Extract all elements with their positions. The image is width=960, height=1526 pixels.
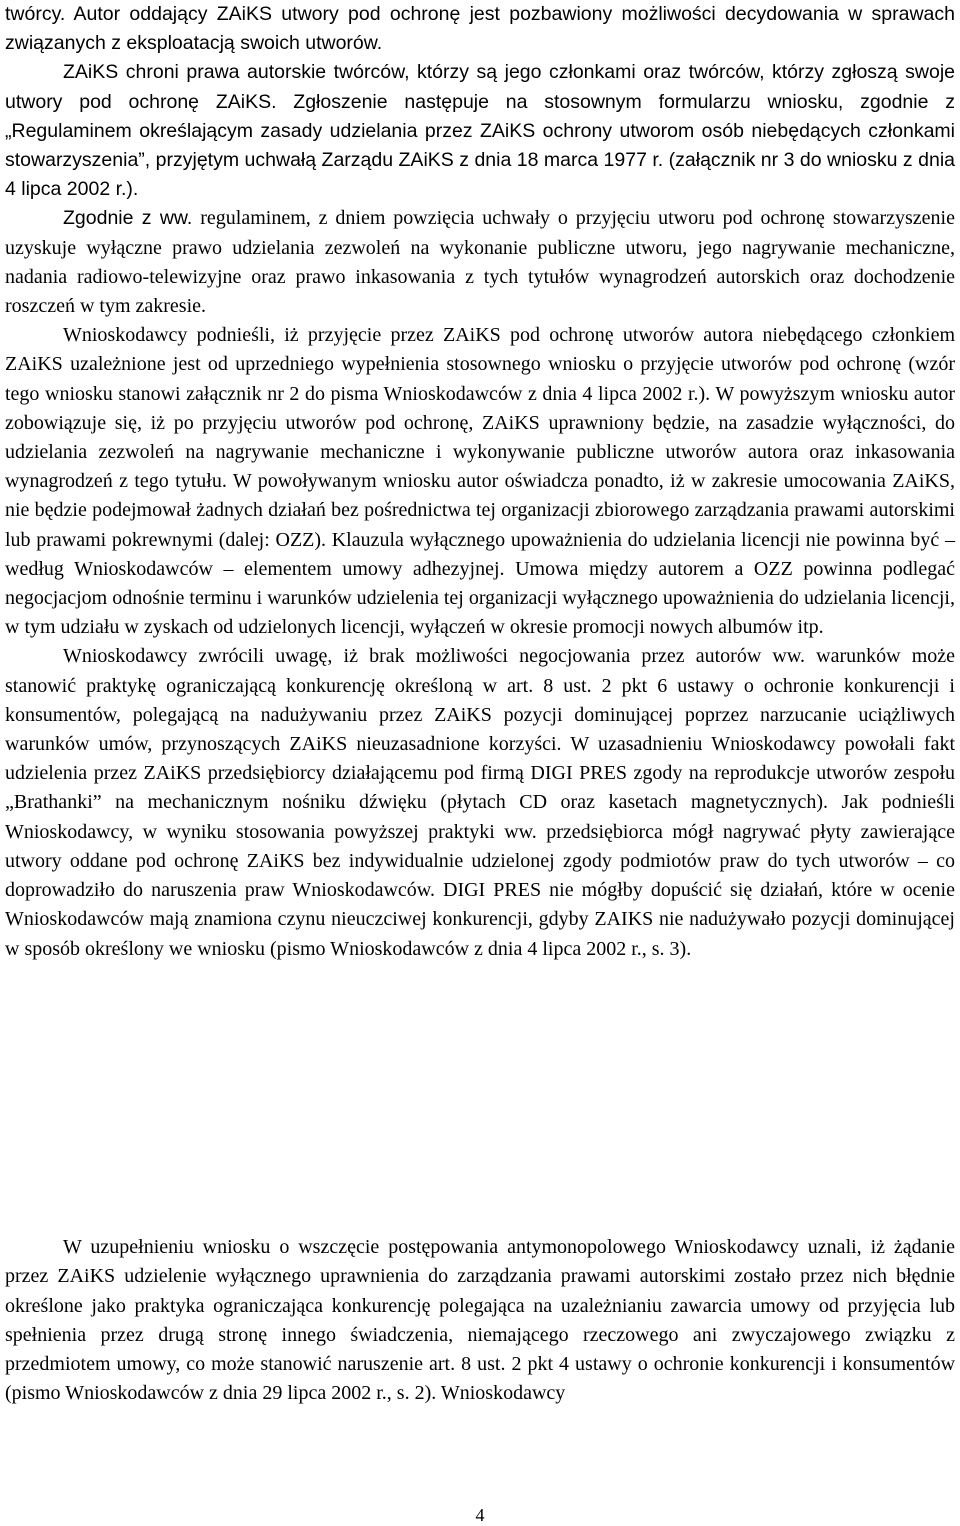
paragraph-1	[5, 0, 955, 58]
paragraph-6-text: W uzupełnieniu wniosku o wszczęcie postępowania antymonopolowego Wnioskodawcy uznali, iż żądanie przez ZAiKS udzielenie wyłącznego uprawnienia do zarządzania prawami autorskimi zostało przez nich błędnie określone jako praktyka ograniczająca konkurencję polegająca na uzależnianiu zawarcia umowy od przyjęcia lub spełnienia przez drugą stronę innego świadczenia, niemającego rzeczowego ani zwyczajowego związku z przedmiotem umowy, co może stanowić naruszenie art. 8 ust. 2 pkt	[5, 1236, 955, 1376]
paragraph-6	[5, 1233, 955, 1409]
paragraph-5-text: Wnioskodawcy zwrócili uwagę, iż brak możliwości negocjowania przez autorów ww. warunków może stanowić praktykę ograniczającą konkurencję określoną w art. 8 ust. 2 pkt 6 ustawy o ochronie konkurencji i konsumentów, polegającą na nadużywaniu przez ZAiKS pozycji dominującej poprzez narzucanie uciążliwych warunków umów, przynoszących ZAiKS nieuzasadnione korzyści. W uzasadnieniu Wnioskodawcy powołali fakt udzielenia przez ZAiKS przedsiębiorcy działającemu pod firmą DIGI PRES zgody na reprodukcje utworów zespołu „Brathanki” na mechanicznym nośniku dźwięku (płytach CD oraz kasetach magnetycznych). Jak podnieśli Wnioskodawcy, w wyniku stosowania powyższej praktyki ww. przedsiębiorca mógł nagrywać płyty zawierające utwory oddane pod ochronę ZAiKS bez indywidualnie udzielonej zgody podmiotów praw do tych utworów – co doprowadziło do naruszenia praw Wnioskodawców. DIGI PRES nie mógłby dopuścić się działań, które w ocenie Wnioskodawców mają znamiona czynu nieuczciwej konkurencji, gdyby ZAIKS nie nadużywało pozycji dominującej w sposób określony we wniosku (pismo Wnioskodawców z dnia 4 lipca 2002 r., s. 3).	[5, 645, 955, 960]
paragraph-6-last: i konsumentów (pismo Wnioskodawców z dnia 29 lipca 2002 r., s. 2). Wnioskodawcy	[5, 1353, 956, 1405]
paragraph-2-text: ZAiKS chroni prawa autorskie twórców, którzy są jego członkami oraz twórców, którzy zgłoszą swoje utwory pod ochronę ZAiKS. Zgłoszenie następuje na stosownym formularzu wniosku, zgodnie z „Regulaminem określającym zasady udzielania przez ZAiKS ochrony utworom osób niebędących członkami stowarzyszenia”, przyjętym uchwałą Zarządu ZAiKS z dnia 18 marca 1977 r. (załącznik nr 3 do wniosku z dnia 4 lipca 2002 r.).	[5, 61, 955, 201]
paragraph-5	[5, 642, 955, 963]
document-body	[5, 0, 955, 964]
paragraph-3	[5, 204, 955, 321]
paragraph-3-text: regulaminem, z dniem powzięcia uchwały o przyjęciu utworu pod ochronę stowarzyszenie uzyskuje wyłączne prawo udzielania zezwoleń na wykonanie publiczne utworu, jego nagrywanie mechaniczne, nadania radiowo-telewizyjne oraz prawo inkasowania z tych tytułów wynagrodzeń autorskich oraz dochodzenie roszczeń w tym zakresie.	[5, 207, 955, 318]
paragraph-1-text: twórcy. Autor oddający ZAiKS utwory pod ochronę jest pozbawiony możliwości decydowania w sprawach związanych z eksploatacją swoich utworów.	[5, 3, 955, 55]
paragraph-6-tail: 4 ustawy o ochronie konkurencji	[559, 1353, 826, 1376]
paragraph-2	[5, 58, 955, 204]
paragraph-3-lead: Zgodnie z ww.	[63, 207, 193, 230]
paragraph-4-text: Wnioskodawcy podnieśli, iż przyjęcie przez ZAiKS pod ochronę utworów autora niebędącego członkiem ZAiKS uzależnione jest od uprzedniego wypełnienia stosownego wniosku o przyjęcie utworów pod ochronę (wzór tego wniosku stanowi załącznik nr 2 do pisma Wnioskodawców z dnia 4 lipca 2002 r.). W powyższym wniosku autor zobowiązuje się, iż po przyjęciu utworów pod ochronę, ZAiKS uprawniony będzie, na zasadzie wyłączności, do udzielania zezwoleń na nagrywanie mechaniczne i wykonywanie publiczne utworów autora oraz inkasowania wynagrodzeń z tego tytułu. W powoływanym wniosku autor oświadcza ponadto, iż w zakresie umocowania ZAiKS, nie będzie podejmował żadnych działań bez pośrednictwa tej organizacji zbiorowego zarządzania prawami autorskimi lub prawami pokrewnymi (dalej: OZZ). Klauzula wyłącznego upoważnienia do udzielania licencji nie powinna być – według Wnioskodawców – elementem umowy adhezyjnej. Umowa między autorem a OZZ powinna podlegać negocjacjom odnośnie terminu i warunków udzielenia tej organizacji wyłącznego upoważnienia do udzielania licencji, w tym udziału w zyskach od udzielonych licencji, wyłączeń w okresie promocji nowych albumów itp.	[5, 324, 955, 639]
paragraph-4	[5, 321, 955, 642]
document-body-continued	[5, 1233, 955, 1409]
page-number: 4	[475, 1505, 485, 1525]
